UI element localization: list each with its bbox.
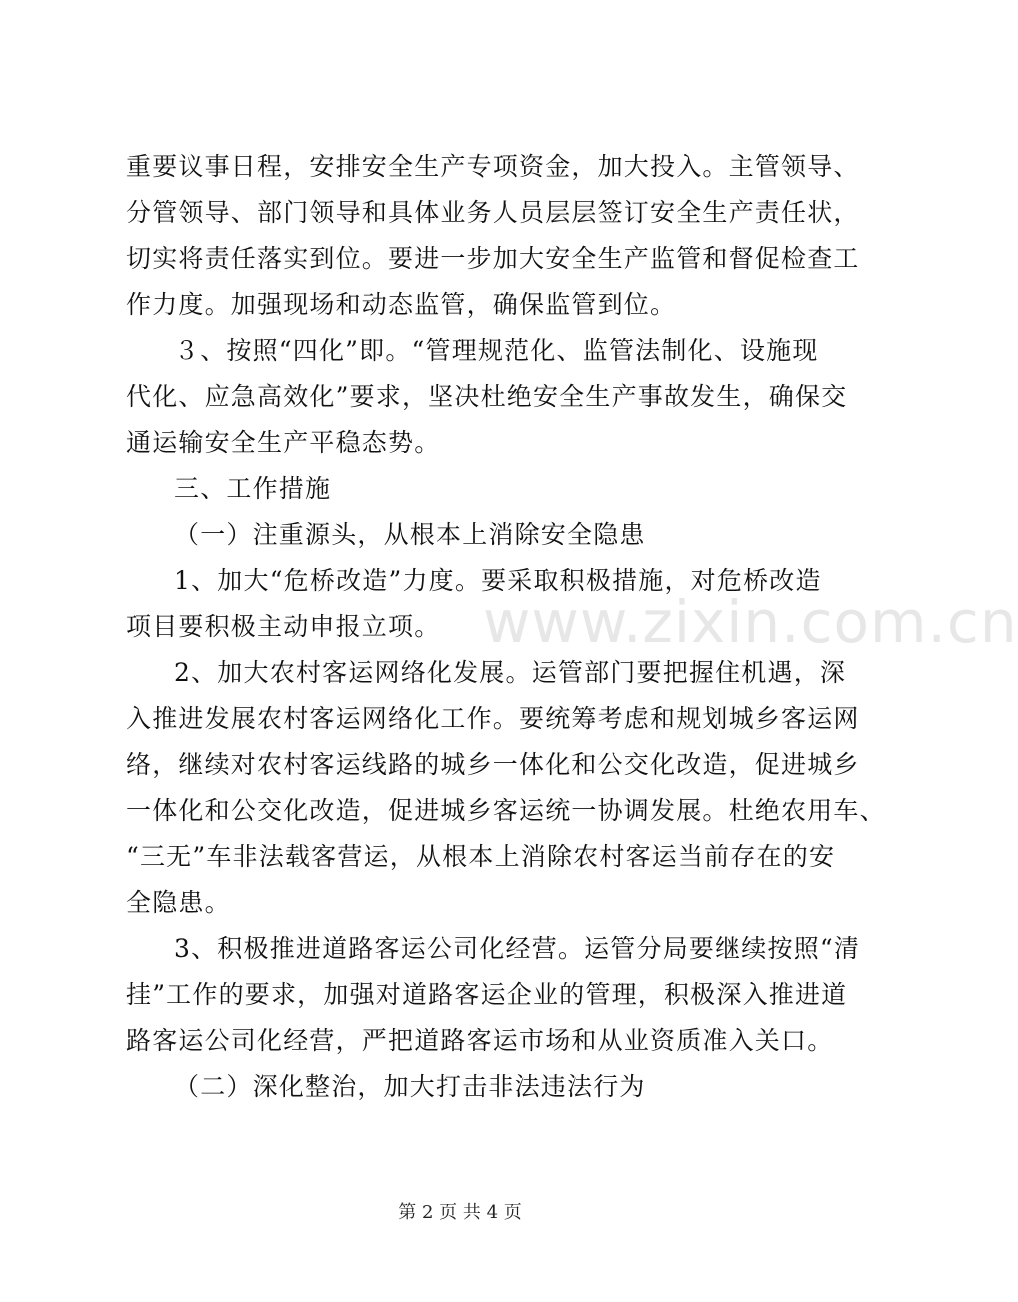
paragraph-line: 切实将责任落实到位。要进一步加大安全生产监管和督促检查工 bbox=[126, 244, 860, 273]
page-footer: 第 2 页 共 4 页 bbox=[398, 1202, 522, 1223]
paragraph-line: 1、加大“危桥改造”力度。要采取积极措施，对危桥改造 bbox=[174, 566, 822, 595]
paragraph-line: 2、加大农村客运网络化发展。运管部门要把握住机遇，深 bbox=[174, 658, 847, 687]
paragraph-line: ３、按照“四化”即。“管理规范化、监管法制化、设施现 bbox=[174, 336, 819, 365]
watermark: www.zixin.com.cn bbox=[483, 588, 1018, 656]
paragraph-line: 3、积极推进道路客运公司化经营。运管分局要继续按照“清 bbox=[174, 934, 861, 963]
paragraph-line: 络，继续对农村客运线路的城乡一体化和公交化改造，促进城乡 bbox=[126, 750, 860, 779]
paragraph-line: 挂”工作的要求，加强对道路客运企业的管理，积极深入推进道 bbox=[126, 980, 848, 1009]
paragraph-line: 分管领导、部门领导和具体业务人员层层签订安全生产责任状， bbox=[126, 198, 860, 227]
paragraph-line: 入推进发展农村客运网络化工作。要统筹考虑和规划城乡客运网 bbox=[126, 704, 860, 733]
paragraph-line: 全隐患。 bbox=[126, 888, 231, 917]
paragraph-line: 重要议事日程，安排安全生产专项资金，加大投入。主管领导、 bbox=[126, 152, 860, 181]
paragraph-line: 项目要积极主动申报立项。 bbox=[126, 612, 441, 641]
paragraph-line: 一体化和公交化改造，促进城乡客运统一协调发展。杜绝农用车、 bbox=[126, 796, 886, 825]
subsection-heading: （二）深化整治，加大打击非法违法行为 bbox=[174, 1072, 646, 1101]
document-body bbox=[126, 144, 886, 1110]
paragraph-line: 路客运公司化经营，严把道路客运市场和从业资质准入关口。 bbox=[126, 1026, 834, 1055]
paragraph-line: 作力度。加强现场和动态监管，确保监管到位。 bbox=[126, 290, 677, 319]
subsection-heading: （一）注重源头，从根本上消除安全隐患 bbox=[174, 520, 646, 549]
paragraph-line: 通运输安全生产平稳态势。 bbox=[126, 428, 441, 457]
paragraph-line: 代化、应急高效化”要求，坚决杜绝安全生产事故发生，确保交 bbox=[126, 382, 848, 411]
section-heading: 三、工作措施 bbox=[174, 474, 332, 503]
paragraph-line: “三无”车非法载客营运，从根本上消除农村客运当前存在的安 bbox=[126, 842, 836, 871]
